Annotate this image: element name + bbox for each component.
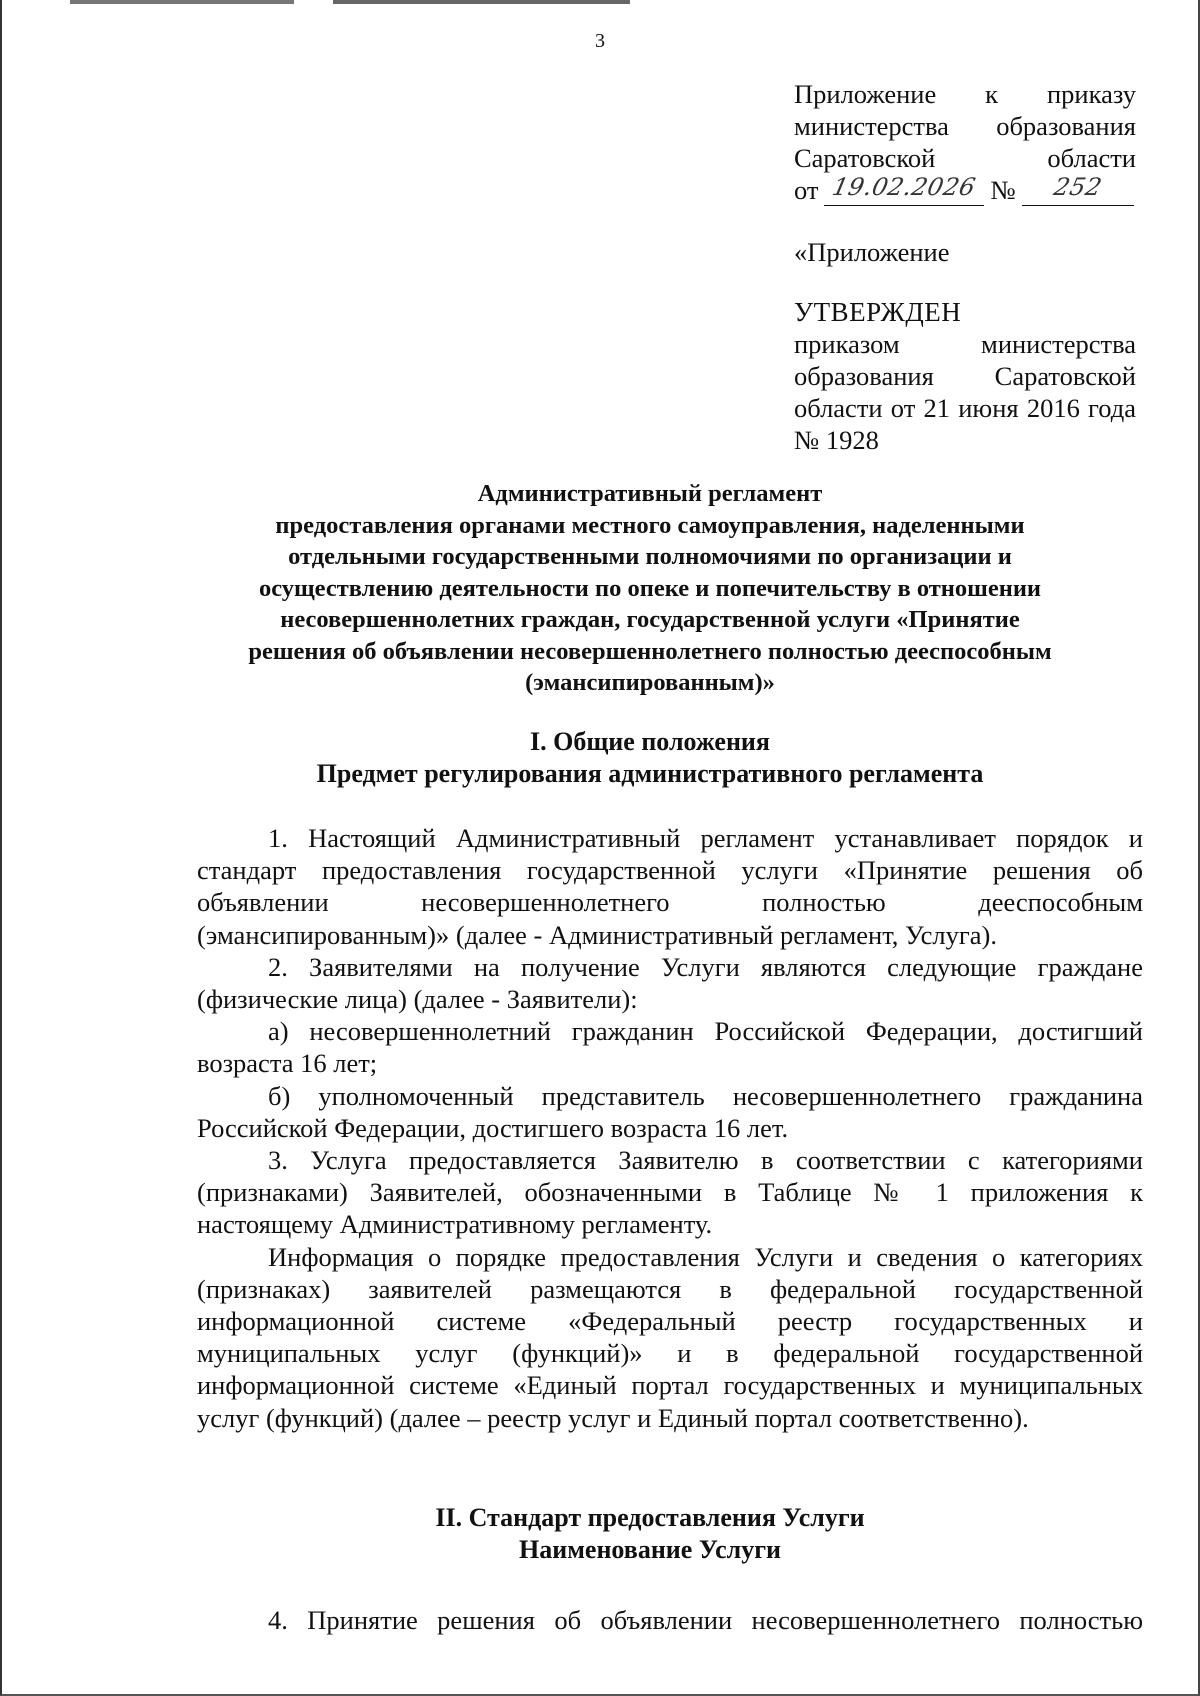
section-1-heading xyxy=(190,726,1110,790)
paragraph-4: 4. Принятие решения об объявлении несовершеннолетнего полностью xyxy=(268,1605,1143,1635)
section-2-title: II. Стандарт предоставления Услуги xyxy=(435,1503,865,1532)
section-2-subtitle: Наименование Услуги xyxy=(518,1535,782,1564)
approved-label: УТВЕРЖДЕН xyxy=(794,297,962,327)
regulation-title xyxy=(190,478,1110,699)
paragraph-2b: б) уполномоченный представитель несовершеннолетнего гражданина Российской Федерации, достигшего возраста 16 лет. xyxy=(197,1080,1143,1143)
title-line-2: предоставления органами местного самоуправления, наделенными xyxy=(275,511,1025,539)
annex-line-2: министерства образования xyxy=(794,111,1136,141)
handwritten-date: 19.02.2026 xyxy=(830,173,979,201)
title-line-5: несовершеннолетних граждан, государственной услуги «Принятие xyxy=(280,606,1020,633)
approved-text: приказом министерства образования Саратовской области от 21 июня 2016 года № 1928 xyxy=(794,329,1136,455)
paragraph-2: 2. Заявителями на получение Услуги являются следующие граждане (физические лица) (далее - Заявители): xyxy=(197,951,1143,1015)
section-1-title: I. Общие положения xyxy=(530,727,770,756)
paragraph-3: 3. Услуга предоставляется Заявителю в соответствии с категориями (признаками) Заявителей, обозначенными в Таблице № 1 приложения к настоящему Административному регламенту. xyxy=(197,1145,1143,1240)
section-1-body xyxy=(197,822,1143,1434)
date-field xyxy=(824,175,984,206)
page-number: 3 xyxy=(595,30,605,52)
scan-top-edge xyxy=(70,0,630,4)
paragraph-2a: а) несовершеннолетний гражданин Российской Федерации, достигший возраста 16 лет; xyxy=(197,1016,1143,1079)
annex-block xyxy=(794,78,1136,456)
title-line-4: осуществлению деятельности по опеке и попечительству в отношении xyxy=(258,574,1042,602)
annex-date-line xyxy=(794,174,1136,206)
handwritten-order-number: 252 xyxy=(1051,173,1105,201)
title-line-7: (эмансипированным)» xyxy=(525,669,775,696)
date-prefix: от xyxy=(794,175,819,205)
quoted-annex-label: «Приложение xyxy=(794,237,950,267)
annex-line-3: Саратовской области xyxy=(794,143,1136,173)
title-line-1: Административный регламент xyxy=(477,480,823,507)
section-1-subtitle: Предмет регулирования административного регламента xyxy=(316,759,984,788)
order-number-field xyxy=(1022,175,1134,206)
number-sign: № xyxy=(990,175,1016,205)
section-2-body xyxy=(197,1604,1143,1636)
section-2-heading xyxy=(190,1502,1110,1566)
paragraph-1: 1. Настоящий Административный регламент устанавливает порядок и стандарт предоставления государственной услуги «Принятие решения об объявлении несовершеннолетнего полностью дееспособным (эмансипированным)» (далее - Административный регламент, Услуга). xyxy=(197,823,1143,950)
title-line-6: решения об объявлении несовершеннолетнего полностью дееспособным xyxy=(248,637,1052,665)
annex-line-1: Приложение к приказу xyxy=(794,79,1136,109)
paragraph-info: Информация о порядке предоставления Услуги и сведения о категориях (признаках) заявителей размещаются в федеральной государственной информационной системе «Федеральный реестр государственных и муниципальных услуг (функций)» и в федеральной государственной информационной системе «Единый портал государственных и муниципальных услуг (функций) (далее – реестр услуг и Единый портал соответственно). xyxy=(197,1241,1143,1433)
title-line-3: отдельными государственными полномочиями по организации и xyxy=(288,543,1012,570)
